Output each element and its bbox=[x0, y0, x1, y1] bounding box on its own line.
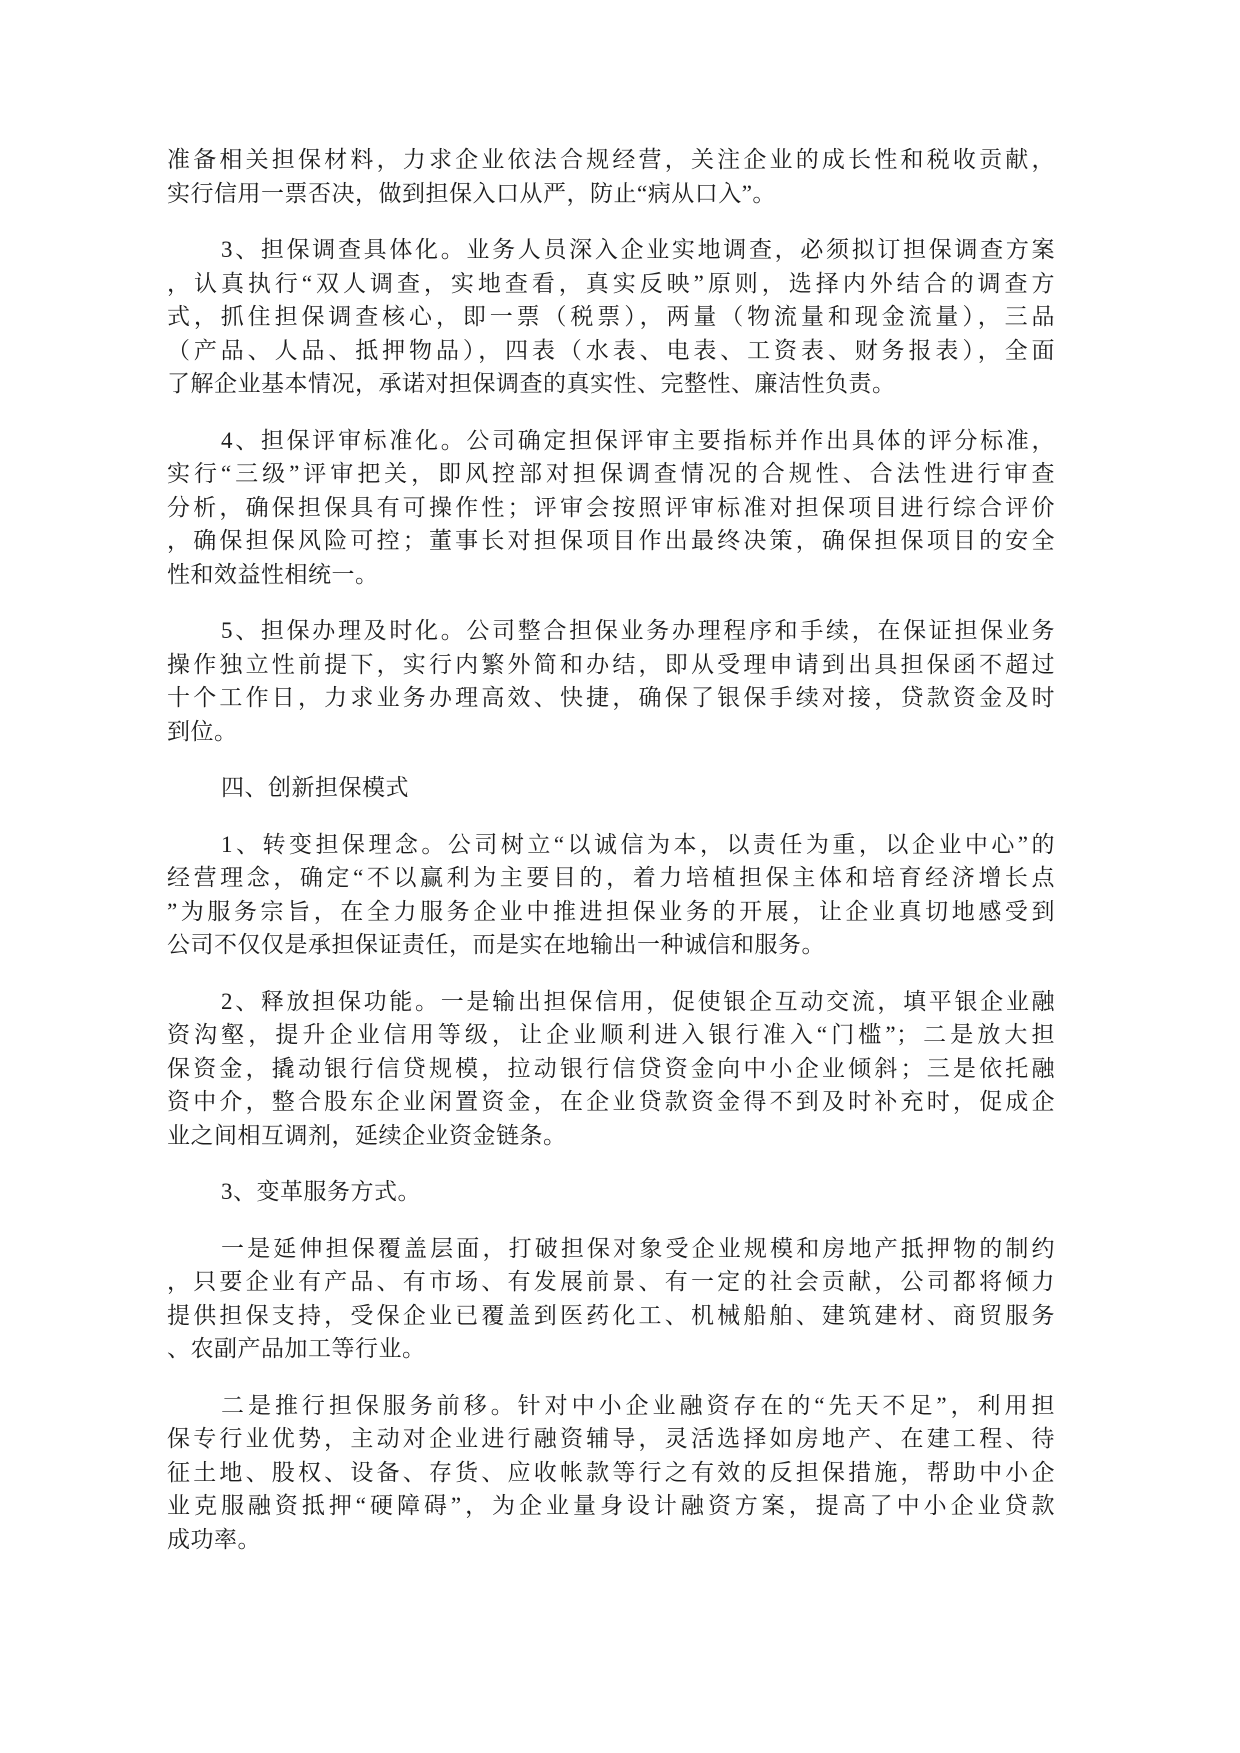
paragraph bbox=[167, 614, 1055, 748]
paragraph bbox=[167, 1232, 1055, 1366]
text-line: 1、转变担保理念。公司树立“以诚信为本，以责任为重，以企业中心”的 bbox=[221, 831, 1055, 857]
text-line: 保资金，撬动银行信贷规模，拉动银行信贷资金向中小企业倾斜；三是依托融 bbox=[167, 1055, 1055, 1081]
text-line: 四、创新担保模式 bbox=[221, 775, 409, 800]
text-line: 4、担保评审标准化。公司确定担保评审主要指标并作出具体的评分标准， bbox=[221, 427, 1055, 453]
paragraph bbox=[167, 1175, 1055, 1209]
text-line: 业之间相互调剂，延续企业资金链条。 bbox=[167, 1122, 567, 1148]
text-line: ，确保担保风险可控；董事长对担保项目作出最终决策，确保担保项目的安全 bbox=[167, 528, 1055, 553]
paragraph bbox=[167, 828, 1055, 962]
paragraph bbox=[167, 143, 1055, 210]
text-line: 式，抓住担保调查核心，即一票（税票），两量（物流量和现金流量），三品 bbox=[167, 304, 1055, 329]
document-body bbox=[167, 143, 1055, 1556]
text-line: ，认真执行“双人调查，实地查看，真实反映”原则，选择内外结合的调查方 bbox=[167, 270, 1055, 296]
text-line: 资中介，整合股东企业闲置资金，在企业贷款资金得不到及时补充时，促成企 bbox=[167, 1089, 1055, 1114]
text-line: 实行信用一票否决，做到担保入口从严，防止“病从口入”。 bbox=[167, 180, 776, 206]
text-line: 5、担保办理及时化。公司整合担保业务办理程序和手续，在保证担保业务 bbox=[221, 618, 1055, 643]
text-line: 性和效益性相统一。 bbox=[167, 561, 379, 587]
text-line: 、农副产品加工等行业。 bbox=[167, 1336, 426, 1361]
text-line: 3、担保调查具体化。业务人员深入企业实地调查，必须拟订担保调查方案 bbox=[221, 237, 1055, 262]
text-line: 实行“三级”评审把关，即风控部对担保调查情况的合规性、合法性进行审查 bbox=[167, 461, 1055, 486]
text-line: 二是推行担保服务前移。针对中小企业融资存在的“先天不足”，利用担 bbox=[221, 1392, 1055, 1418]
paragraph bbox=[167, 1389, 1055, 1557]
paragraph bbox=[167, 424, 1055, 592]
text-line: 了解企业基本情况，承诺对担保调查的真实性、完整性、廉洁性负责。 bbox=[167, 371, 896, 396]
paragraph bbox=[167, 985, 1055, 1153]
text-line: 资沟壑，提升企业信用等级，让企业顺利进入银行准入“门槛”；二是放大担 bbox=[167, 1022, 1055, 1047]
text-line: 准备相关担保材料，力求企业依法合规经营，关注企业的成长性和税收贡献， bbox=[167, 147, 1055, 172]
text-line: 征土地、股权、设备、存货、应收帐款等行之有效的反担保措施，帮助中小企 bbox=[167, 1459, 1055, 1485]
text-line: 2、释放担保功能。一是输出担保信用，促使银企互动交流，填平银企业融 bbox=[221, 988, 1055, 1014]
paragraph bbox=[167, 233, 1055, 401]
text-line: ”为服务宗旨，在全力服务企业中推进担保业务的开展，让企业真切地感受到 bbox=[167, 898, 1055, 924]
text-line: 3、变革服务方式。 bbox=[221, 1179, 421, 1204]
text-line: （产品、人品、抵押物品），四表（水表、电表、工资表、财务报表），全面 bbox=[167, 337, 1055, 363]
text-line: 保专行业优势，主动对企业进行融资辅导，灵活选择如房地产、在建工程、待 bbox=[167, 1426, 1055, 1451]
text-line: 操作独立性前提下，实行内繁外简和办结，即从受理申请到出具担保函不超过 bbox=[167, 651, 1055, 677]
text-line: 成功率。 bbox=[167, 1526, 261, 1552]
text-line: 十个工作日，力求业务办理高效、快捷，确保了银保手续对接，贷款资金及时 bbox=[167, 685, 1055, 710]
text-line: 分析，确保担保具有可操作性；评审会按照评审标准对担保项目进行综合评价 bbox=[167, 494, 1055, 520]
text-line: ，只要企业有产品、有市场、有发展前景、有一定的社会贡献，公司都将倾力 bbox=[167, 1269, 1055, 1294]
text-line: 一是延伸担保覆盖层面，打破担保对象受企业规模和房地产抵押物的制约 bbox=[221, 1235, 1055, 1261]
text-line: 提供担保支持，受保企业已覆盖到医药化工、机械船舶、建筑建材、商贸服务 bbox=[167, 1302, 1055, 1328]
text-line: 公司不仅仅是承担保证责任，而是实在地输出一种诚信和服务。 bbox=[167, 932, 825, 957]
text-line: 业克服融资抵押“硬障碍”，为企业量身设计融资方案，提高了中小企业贷款 bbox=[167, 1493, 1055, 1518]
text-line: 经营理念，确定“不以赢利为主要目的，着力培植担保主体和培育经济增长点 bbox=[167, 865, 1055, 890]
text-line: 到位。 bbox=[167, 718, 238, 744]
paragraph bbox=[167, 771, 1055, 805]
